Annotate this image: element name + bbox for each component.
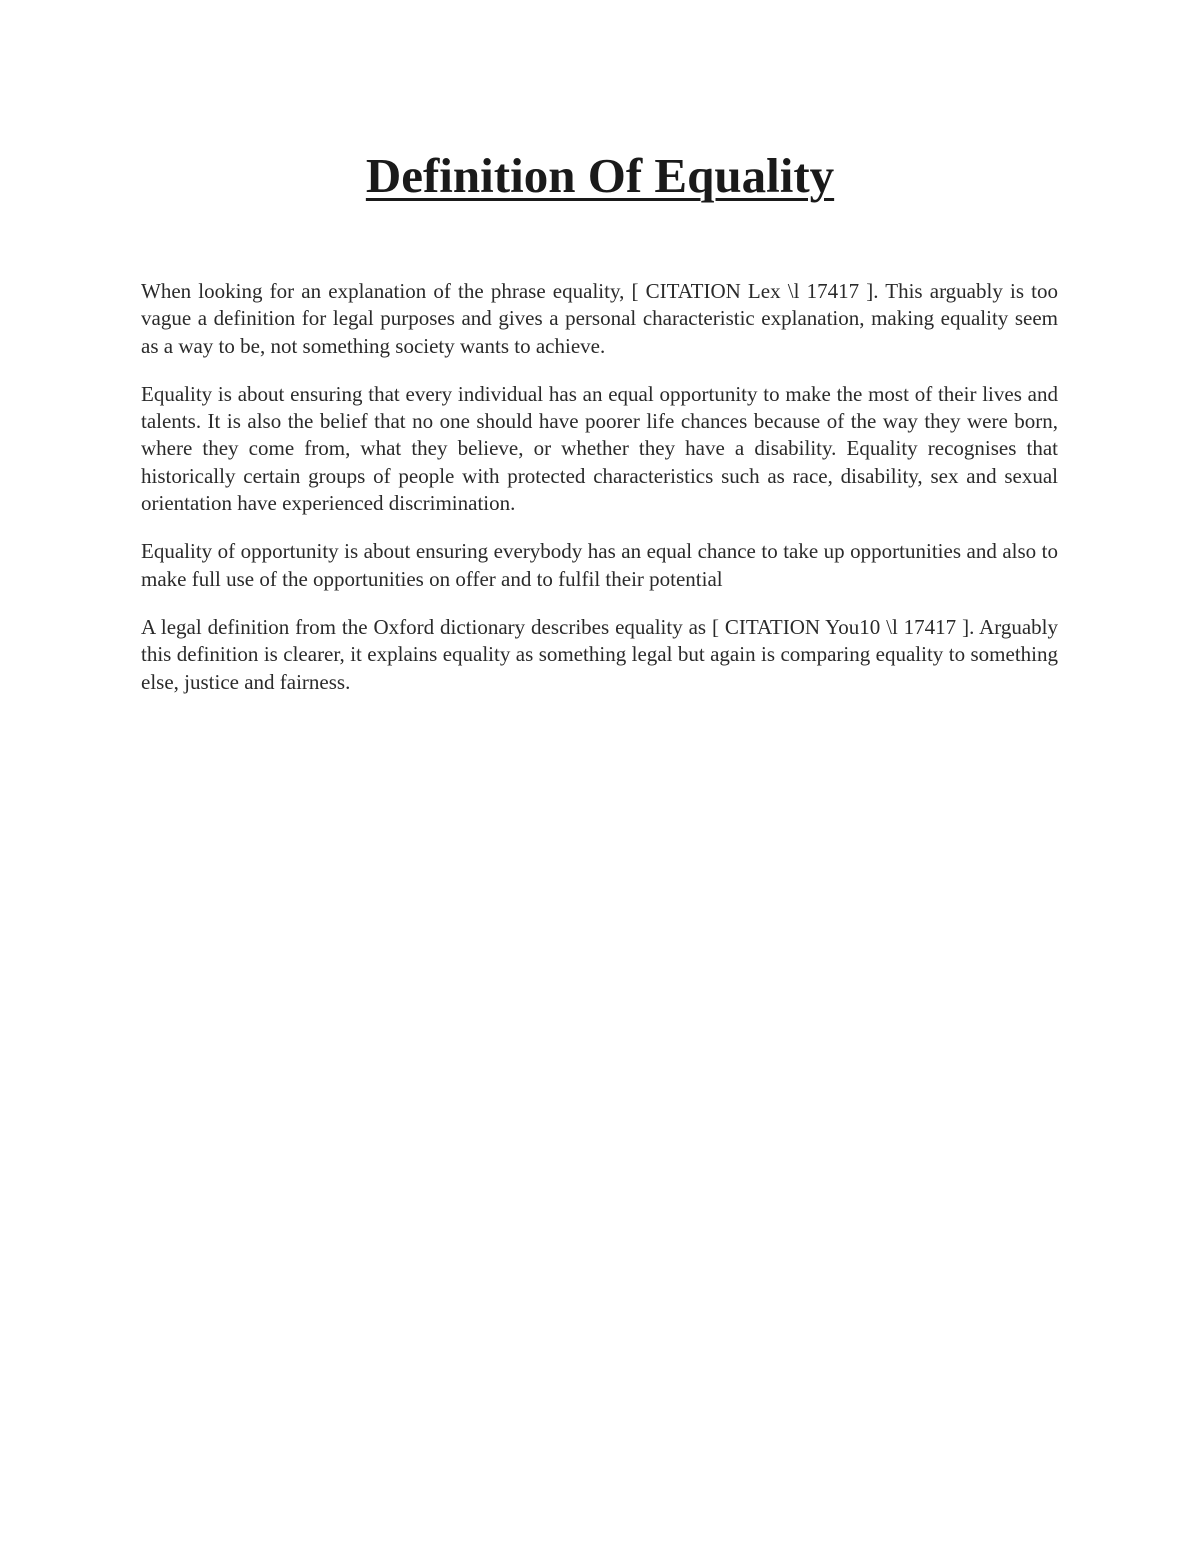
page-title: Definition Of Equality	[365, 148, 835, 203]
paragraph-lex-citation: When looking for an explanation of the phrase equality, [ CITATION Lex \l 17417 ]. This arguably is too vague a definition for legal purposes and gives a personal characteristic explanation, making equality seem as a way to be, not something society wants to achieve.	[141, 279, 1058, 358]
paragraph-equality-about: Equality is about ensuring that every individual has an equal opportunity to make the most of their lives and talents. It is also the belief that no one should have poorer life chances because of the way they were born, where they come from, what they believe, or whether they have a disability. Equality recognises that historically certain groups of people with protected characteristics such as race, disability, sex and sexual orientation have experienced discrimination.	[141, 381, 1058, 516]
paragraph-equality-of-opportunity: Equality of opportunity is about ensuring everybody has an equal chance to take up opportunities and also to make full use of the opportunities on offer and to fulfil their potential	[141, 539, 1058, 591]
paragraph-oxford-definition: A legal definition from the Oxford dictionary describes equality as [ CITATION You10 \l 17417 ]. Arguably this definition is clearer, it explains equality as something legal but again is comparing equality to something else, justice and fairness.	[141, 614, 1058, 694]
document-body	[141, 278, 1058, 717]
